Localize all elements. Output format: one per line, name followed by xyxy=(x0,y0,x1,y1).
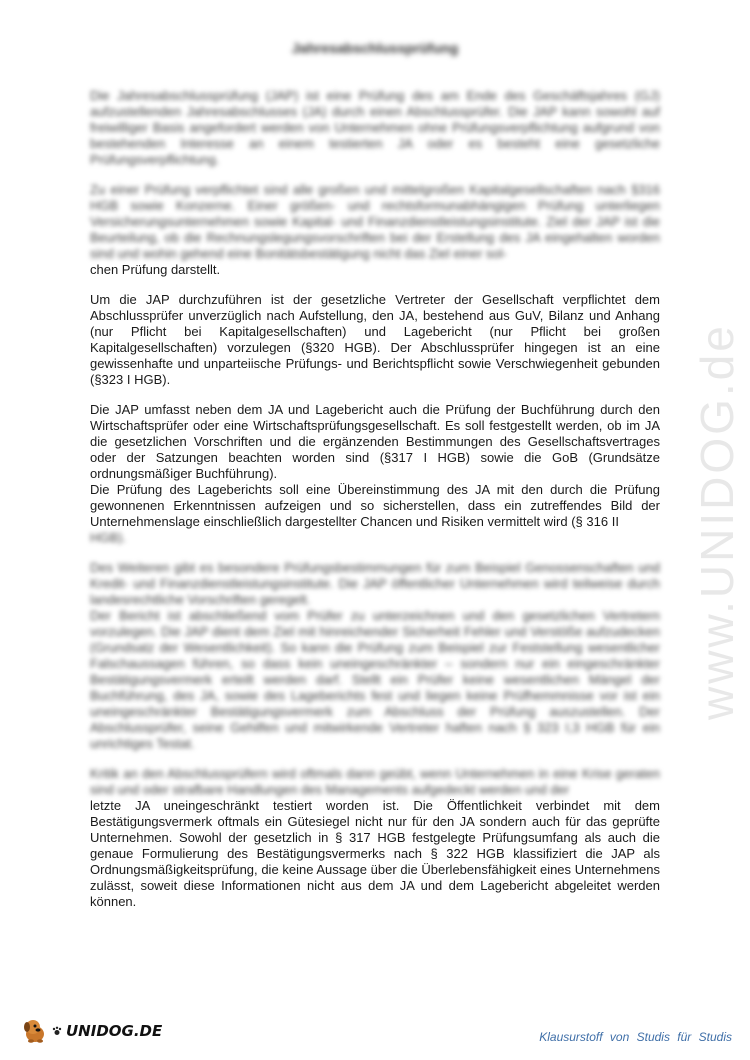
footer-logo xyxy=(22,1016,162,1046)
blurred-paragraph: Des Weiteren gibt es besondere Prüfungsbestimmungen für zum Beispiel Genossenschaften und Kredit- und Finanzdienstleistungsinstitute. Die JAP öffentlicher Unternehmen wird teilweise durch landesrechtliche Vorschriften geregelt. xyxy=(90,560,660,607)
watermark-text: www.UNIDOG.de xyxy=(691,323,743,720)
paragraph xyxy=(90,482,660,546)
footer-tagline: Klausurstoff von Studis für Studis xyxy=(539,1030,732,1044)
dog-mascot-icon xyxy=(22,1016,52,1046)
paragraph: Um die JAP durchzuführen ist der gesetzliche Vertreter der Gesellschaft verpflichtet dem Abschlussprüfer unverzüglich nach Aufstellung, den JA, bestehend aus GuV, Bilanz und Anhang (nur Pflicht bei Kapitalgesellschaften) und Lagebericht (nur Pflicht bei großen Kapitalgesellschaften) vorzulegen (§320 HGB). Der Abschlussprüfer hingegen ist an eine gewissenhafte und unparteiische Prüfungs- und Berichtspflicht sowie Verschwiegenheit gebunden (§323 I HGB). xyxy=(90,292,660,387)
blurred-paragraph: Zu einer Prüfung verpflichtet sind alle großen und mittelgroßen Kapitalgesellschaften nach §316 HGB sowie Konzerne. Einer größen- und rechtsformunabhängigen Prüfung unterliegen Versicherungsunternehmen sowie Kapital- und Finanzdienstleistungsinstitute. Ziel der JAP ist die Beurteilung, ob die Rechnungslegungsvorschriften bei der Erstellung des JA eingehalten worden sind und wohin gehend eine Bonitätsbestätigung nicht das Ziel einer sol- xyxy=(90,182,660,261)
paragraph-text: Die Prüfung des Lageberichts soll eine Übereinstimmung des JA mit den durch die Prüfung gewonnenen Erkenntnissen aufzeigen und so sicherstellen, dass ein zutreffendes Bild der Unternehmenslage einschließlich dargestellter Chancen und Risiken vermittelt wird (§ 316 II xyxy=(90,482,660,529)
blurred-fragment: HGB). xyxy=(90,530,127,545)
paragraph-line: chen Prüfung darstellt. xyxy=(90,262,221,277)
paw-icon xyxy=(52,1026,62,1036)
blurred-paragraph: Die Jahresabschlussprüfung (JAP) ist eine Prüfung des am Ende des Geschäftsjahres (GJ) aufzustellenden Jahresabschlusses (JA) durch einen Abschlussprüfer. Die JAP kann sowohl auf freiwilliger Basis angefordert werden von Unternehmen ohne Prüfungsverpflichtung aufgrund von bestehenden Interesse an einem testierten JA oder es besteht eine gesetzliche Prüfungsverpflichtung. xyxy=(90,88,660,167)
document-title: Jahresabschlussprüfung xyxy=(291,40,459,56)
logo-text: UNIDOG.DE xyxy=(66,1022,163,1040)
blurred-paragraph: Der Bericht ist abschließend vom Prüfer zu unterzeichnen und den gesetzlichen Vertretern vorzulegen. Die JAP dient dem Ziel mit hinreichender Sicherheit Fehler und Verstöße aufzudecken (Grundsatz der Wesentlichkeit). So kann die Prüfung zum Beispiel zur Feststellung wesentlicher Falschaussagen führen, so dass kein uneingeschränkter – sondern nur ein eingeschränkter Bestätigungsvermerk erteilt werden darf. Stellt ein Prüfer keine wesentlichen Mängel der Buchführung, des JA, sowie des Lageberichts fest und liegen keine Prüfhemmnisse vor ist ein uneingeschränkter Bestätigungsvermerk zum Abschluss der Prüfung auszustellen. Der Abschlussprüfer, seine Gehilfen und mitwirkende Vertreter haften nach § 323 I,3 HGB für ein unrichtiges Testat. xyxy=(90,608,660,751)
document-body xyxy=(90,88,660,910)
paragraph: letzte JA uneingeschränkt testiert worden ist. Die Öffentlichkeit verbindet mit dem Bestätigungsvermerk oftmals ein Gütesiegel nicht nur für den JA sondern auch für das geprüfte Unternehmen. Sowohl der gesetzlich in § 317 HGB festgelegte Prüfungsumfang als auch die genaue Formulierung des Bestätigungsvermerks nach § 322 HGB klassifiziert die JAP als Ordnungsmäßigkeitsprüfung, die keine Aussage über die Überlebensfähigkeit eines Unternehmens zulässt, soweit diese Informationen nicht aus dem JA und dem Lagebericht abgeleitet werden können. xyxy=(90,798,660,909)
blurred-paragraph: Kritik an den Abschlussprüfern wird oftmals dann geübt, wenn Unternehmen in eine Krise geraten sind und oder strafbare Handlungen des Managements aufgedeckt werden und der xyxy=(90,766,660,797)
paragraph: Die JAP umfasst neben dem JA und Lagebericht auch die Prüfung der Buchführung durch den Wirtschaftsprüfer oder eine Wirtschaftsprüfungsgesellschaft. Es soll festgestellt werden, ob im JA die gesetzlichen Vorschriften und die ergänzenden Bestimmungen des Gesellschaftsvertrages oder der Satzungen beachten worden sind (§317 I HGB) sowie die GoB (Grundsätze ordnungsmäßiger Buchführung). xyxy=(90,402,660,481)
